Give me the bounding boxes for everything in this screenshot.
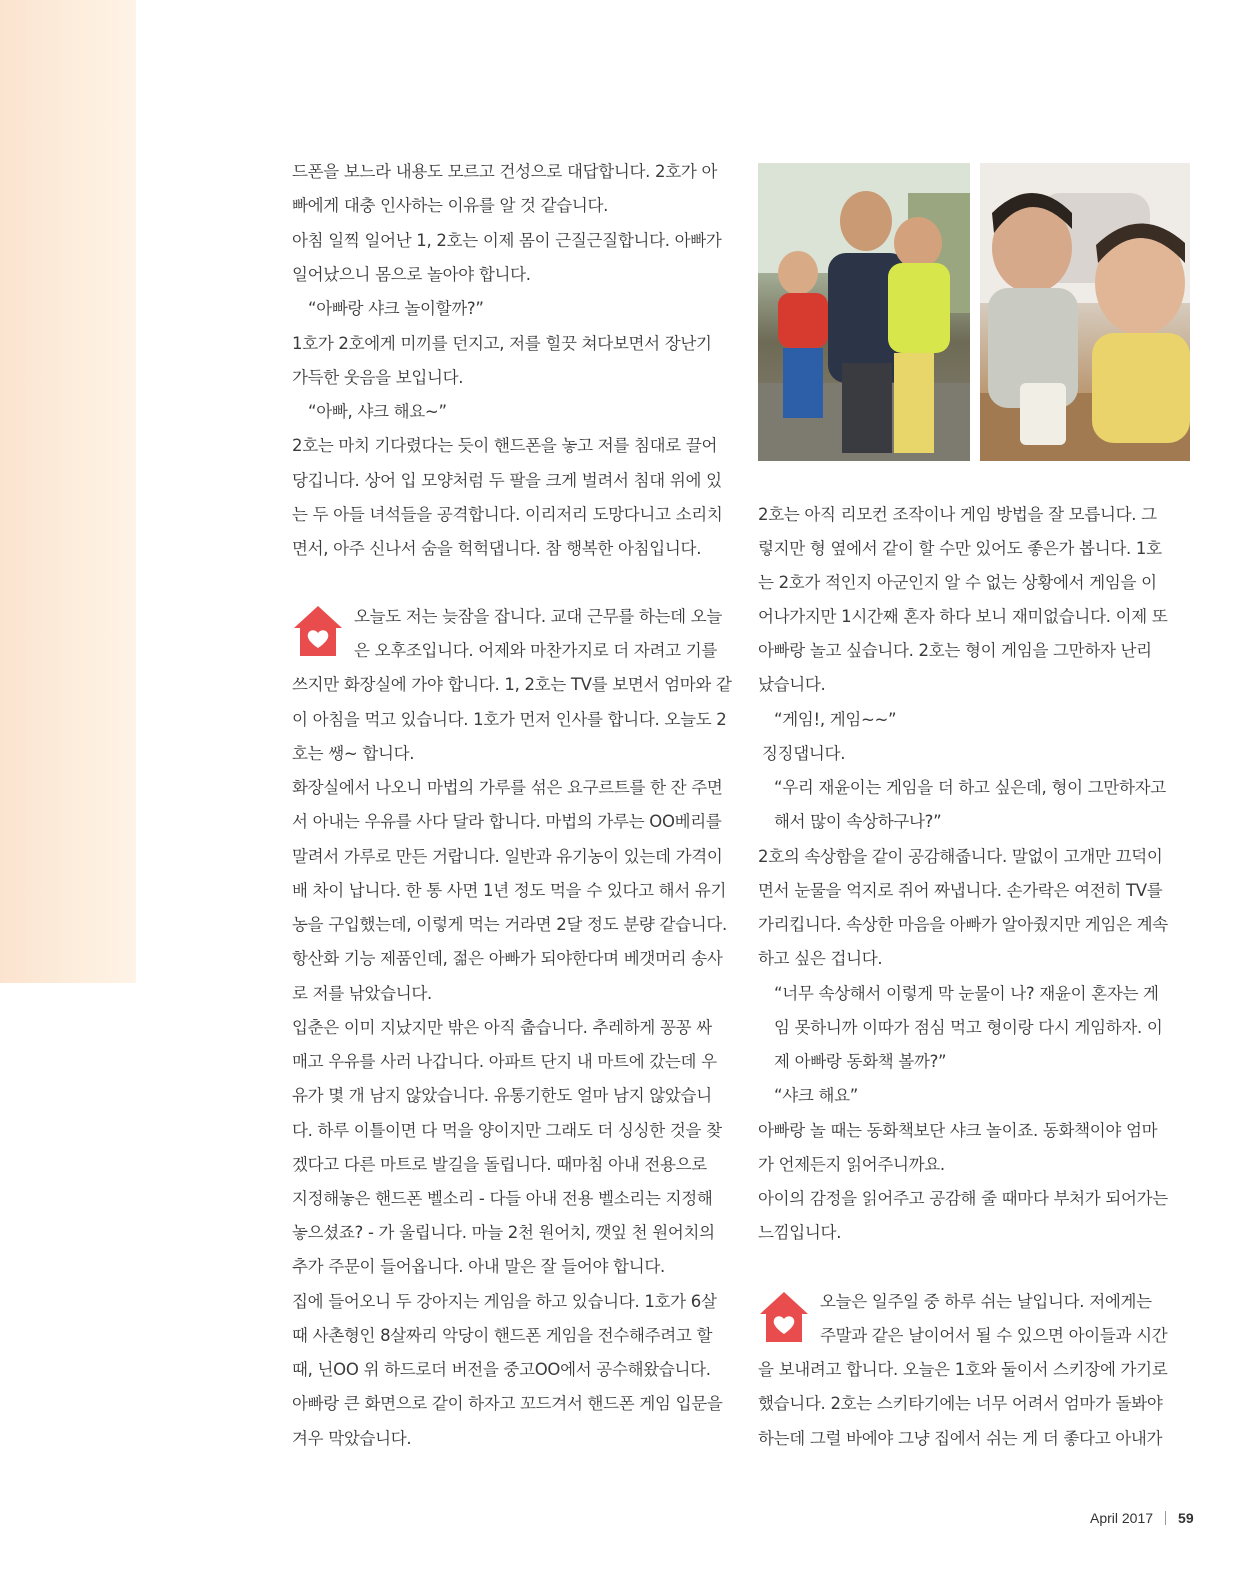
text-line: 다. 하루 이틀이면 다 먹을 양이지만 그래도 더 싱싱한 것을 찾 (292, 1121, 722, 1140)
text-line: 제 아빠랑 동화책 볼까?” (774, 1052, 947, 1071)
text-line: 오늘은 일주일 중 하루 쉬는 날입니다. 저에게는 (820, 1292, 1152, 1311)
text-line: “게임!, 게임~~” (774, 710, 897, 729)
text-line: 놓으셨죠? - 가 울립니다. 마늘 2천 원어치, 깻잎 천 원어치의 (292, 1223, 715, 1242)
text-line: 집에 들어오니 두 강아지는 게임을 하고 있습니다. 1호가 6살 (292, 1292, 717, 1311)
text-line: 추가 주문이 들어옵니다. 아내 말은 잘 들어야 합니다. (292, 1257, 665, 1276)
text-line: 때 사촌형인 8살짜리 악당이 핸드폰 게임을 전수해주려고 할 (292, 1326, 713, 1345)
text-line: “너무 속상해서 이렇게 막 눈물이 나? 재윤이 혼자는 게 (774, 984, 1159, 1003)
photo-father-with-sons (758, 163, 970, 461)
issue-date: April 2017 (1090, 1510, 1154, 1526)
text-line: 유가 몇 개 남지 않았습니다. 유통기한도 얼마 남지 않았습니 (292, 1086, 712, 1105)
text-line: 1호가 2호에게 미끼를 던지고, 저를 힐끗 쳐다보면서 장난기 (292, 334, 712, 353)
text-line: 말려서 가루로 만든 거랍니다. 일반과 유기농이 있는데 가격이 (292, 847, 723, 866)
text-line: 은 오후조입니다. 어제와 마찬가지로 더 자려고 기를 (354, 641, 718, 660)
text-line: 어나가지만 1시간째 혼자 하다 보니 재미없습니다. 이제 또 (758, 607, 1168, 626)
text-line: 겨우 막았습니다. (292, 1429, 412, 1448)
text-line: 항산화 기능 제품인데, 젊은 아빠가 되야한다며 베갯머리 송사 (292, 949, 723, 968)
text-line: 호는 쌩~ 합니다. (292, 744, 415, 763)
text-line: 빠에게 대충 인사하는 이유를 알 것 같습니다. (292, 196, 609, 215)
text-line: 는 2호가 적인지 아군인지 알 수 없는 상황에서 게임을 이 (758, 573, 1157, 592)
decorative-side-band (0, 0, 136, 983)
photo-two-boys-milk (980, 163, 1190, 461)
text-line: “아빠, 샤크 해요~” (308, 402, 447, 421)
text-line: 때, 닌OO 위 하드로더 버전을 중고OO에서 공수해왔습니다. (292, 1360, 711, 1379)
text-line: 이 아침을 먹고 있습니다. 1호가 먼저 인사를 합니다. 오늘도 2 (292, 710, 727, 729)
text-line: 면서, 아주 신나서 숨을 헉헉댑니다. 참 행복한 아침입니다. (292, 539, 702, 558)
text-line: 하는데 그럴 바에야 그냥 집에서 쉬는 게 더 좋다고 아내가 (758, 1429, 1163, 1448)
text-line: 배 차이 납니다. 한 통 사면 1년 정도 먹을 수 있다고 해서 유기 (292, 881, 727, 900)
text-line: 서 아내는 우유를 사다 달라 합니다. 마법의 가루는 OO베리를 (292, 812, 722, 831)
text-line: 아빠랑 놀 때는 동화책보단 샤크 놀이죠. 동화책이야 엄마 (758, 1121, 1158, 1140)
text-line: 오늘도 저는 늦잠을 잡니다. 교대 근무를 하는데 오늘 (354, 607, 722, 626)
text-line: 아빠랑 큰 화면으로 같이 하자고 꼬드겨서 핸드폰 게임 입문을 (292, 1394, 723, 1413)
text-line: 겠다고 다른 마트로 발길을 돌립니다. 때마침 아내 전용으로 (292, 1155, 707, 1174)
text-line: 징징댑니다. (762, 744, 846, 763)
text-line: 느낌입니다. (758, 1223, 842, 1242)
text-line: 농을 구입했는데, 이렇게 먹는 거라면 2달 정도 분량 같습니다. (292, 915, 727, 934)
text-line: 로 저를 낚았습니다. (292, 984, 432, 1003)
text-line: 났습니다. (758, 675, 826, 694)
text-line: 가리킵니다. 속상한 마음을 아빠가 알아줬지만 게임은 계속 (758, 915, 1168, 934)
text-line: 가 언제든지 읽어주니까요. (758, 1155, 945, 1174)
text-line: 당깁니다. 상어 입 모양처럼 두 팔을 크게 벌려서 침대 위에 있 (292, 471, 722, 490)
text-line: 화장실에서 나오니 마법의 가루를 섞은 요구르트를 한 잔 주면 (292, 778, 723, 797)
text-line: 2호는 아직 리모컨 조작이나 게임 방법을 잘 모릅니다. 그 (758, 505, 1157, 524)
text-line: 을 보내려고 합니다. 오늘은 1호와 둘이서 스키장에 가기로 (758, 1360, 1168, 1379)
house-heart-icon (758, 1290, 810, 1344)
text-line: 면서 눈물을 억지로 쥐어 짜냅니다. 손가락은 여전히 TV를 (758, 881, 1163, 900)
text-line: 2호는 마치 기다렸다는 듯이 핸드폰을 놓고 저를 침대로 끌어 (292, 436, 718, 455)
footer-divider (1165, 1511, 1166, 1525)
text-line: 하고 싶은 겁니다. (758, 949, 883, 968)
text-line: 2호의 속상함을 같이 공감해줍니다. 말없이 고개만 끄덕이 (758, 847, 1163, 866)
text-line: 아이의 감정을 읽어주고 공감해 줄 때마다 부처가 되어가는 (758, 1189, 1168, 1208)
text-line: 해서 많이 속상하구나?” (774, 812, 942, 831)
text-line: 매고 우유를 사러 나갑니다. 아파트 단지 내 마트에 갔는데 우 (292, 1052, 717, 1071)
house-heart-icon (292, 604, 344, 658)
text-line: 지정해놓은 핸드폰 벨소리 - 다들 아내 전용 벨소리는 지정해 (292, 1189, 713, 1208)
text-line: 일어났으니 몸으로 놀아야 합니다. (292, 265, 531, 284)
text-line: 임 못하니까 이따가 점심 먹고 형이랑 다시 게임하자. 이 (774, 1018, 1163, 1037)
text-line: 아침 일찍 일어난 1, 2호는 이제 몸이 근질근질합니다. 아빠가 (292, 231, 722, 250)
page-footer (1090, 1510, 1194, 1526)
text-line: 가득한 웃음을 보입니다. (292, 368, 464, 387)
text-line: 아빠랑 놀고 싶습니다. 2호는 형이 게임을 그만하자 난리 (758, 641, 1152, 660)
text-line: 입춘은 이미 지났지만 밖은 아직 춥습니다. 추레하게 꽁꽁 싸 (292, 1018, 712, 1037)
text-line: 드폰을 보느라 내용도 모르고 건성으로 대답합니다. 2호가 아 (292, 162, 718, 181)
text-line: 했습니다. 2호는 스키타기에는 너무 어려서 엄마가 돌봐야 (758, 1394, 1163, 1413)
text-line: 렇지만 형 옆에서 같이 할 수만 있어도 좋은가 봅니다. 1호 (758, 539, 1162, 558)
photo-pair (758, 163, 1188, 461)
text-line: “샤크 해요” (774, 1086, 858, 1105)
text-line: “아빠랑 샤크 놀이할까?” (308, 299, 484, 318)
text-line: 쓰지만 화장실에 가야 합니다. 1, 2호는 TV를 보면서 엄마와 같 (292, 675, 732, 694)
text-line: 는 두 아들 녀석들을 공격합니다. 이리저리 도망다니고 소리치 (292, 505, 723, 524)
text-line: 주말과 같은 날이어서 될 수 있으면 아이들과 시간 (820, 1326, 1168, 1345)
text-line: “우리 재윤이는 게임을 더 하고 싶은데, 형이 그만하자고 (774, 778, 1166, 797)
page-number: 59 (1178, 1510, 1194, 1526)
